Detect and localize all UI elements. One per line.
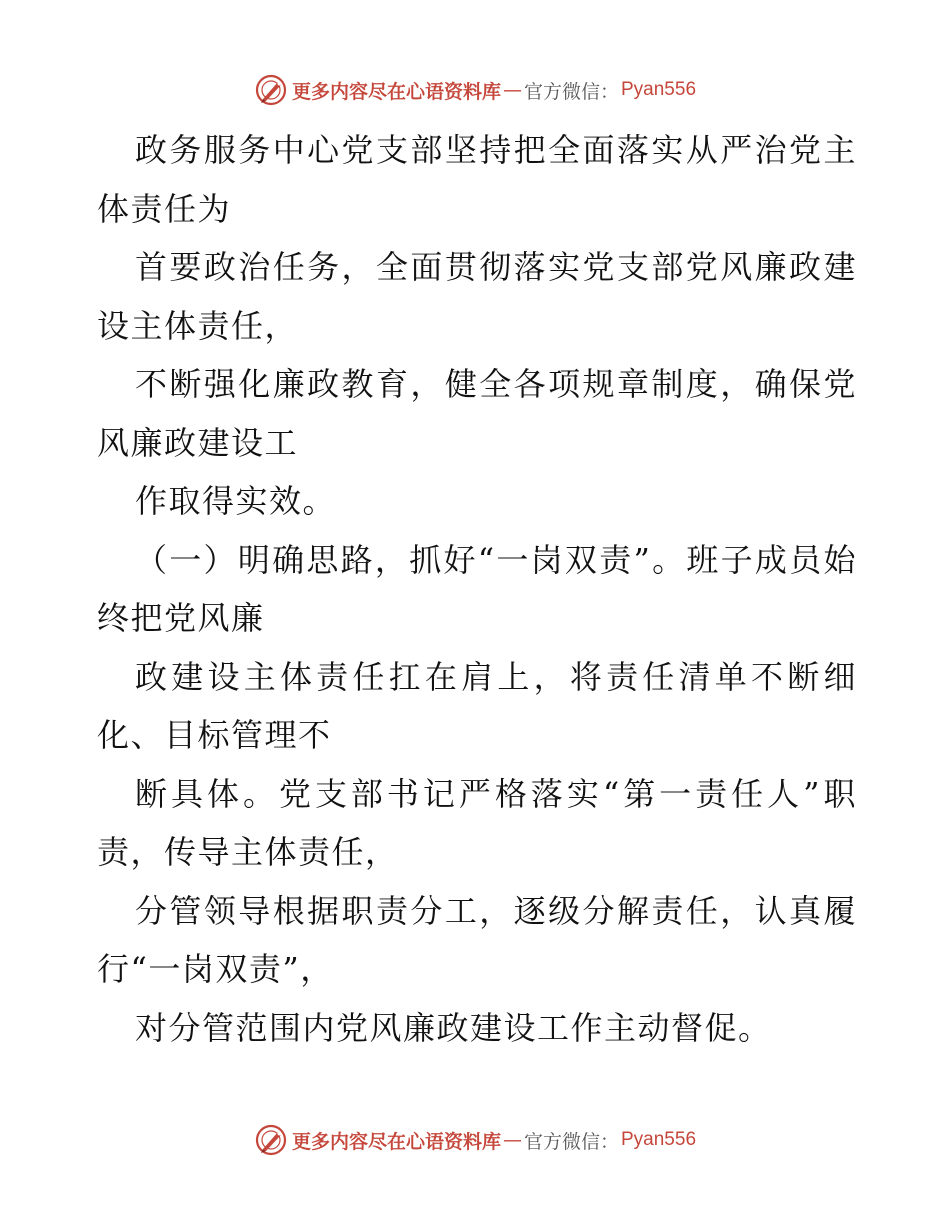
paragraph: 政务服务中心党支部坚持把全面落实从严治党主体责任为 [97, 131, 857, 228]
watermark-wechat-id: Pyan556 [621, 1129, 697, 1150]
header-watermark [0, 70, 950, 110]
watermark-site-text: 更多内容尽在心语资料库 [291, 80, 501, 103]
paragraph: 不断强化廉政教育，健全各项规章制度，确保党风廉政建设工 [97, 365, 857, 462]
paragraph: 作取得实效。 [135, 482, 337, 520]
watermark-official-label: 官方微信： [523, 80, 619, 103]
pen-logo-icon [254, 1123, 288, 1157]
footer-watermark [0, 1120, 950, 1160]
watermark-wechat-id: Pyan556 [621, 79, 697, 100]
paragraph: 政建设主体责任扛在肩上，将责任清单不断细化、目标管理不 [97, 657, 857, 754]
watermark-site-text: 更多内容尽在心语资料库 [291, 1130, 501, 1153]
paragraph: 首要政治任务，全面贯彻落实党支部党风廉政建设主体责任， [97, 248, 857, 345]
paragraph: （一）明确思路，抓好“一岗双责”。班子成员始终把党风廉 [97, 540, 857, 637]
pen-logo-icon [254, 73, 288, 107]
paragraph: 对分管范围内党风廉政建设工作主动督促。 [135, 1008, 772, 1047]
watermark-separator: — [502, 79, 522, 101]
paragraph: 分管领导根据职责分工，逐级分解责任，认真履行“一岗双责”， [97, 891, 857, 988]
document-body [97, 121, 857, 1057]
paragraph: 断具体。党支部书记严格落实“第一责任人”职责，传导主体责任， [97, 774, 857, 871]
watermark-separator: — [502, 1129, 522, 1151]
watermark-official-label: 官方微信： [523, 1130, 619, 1153]
